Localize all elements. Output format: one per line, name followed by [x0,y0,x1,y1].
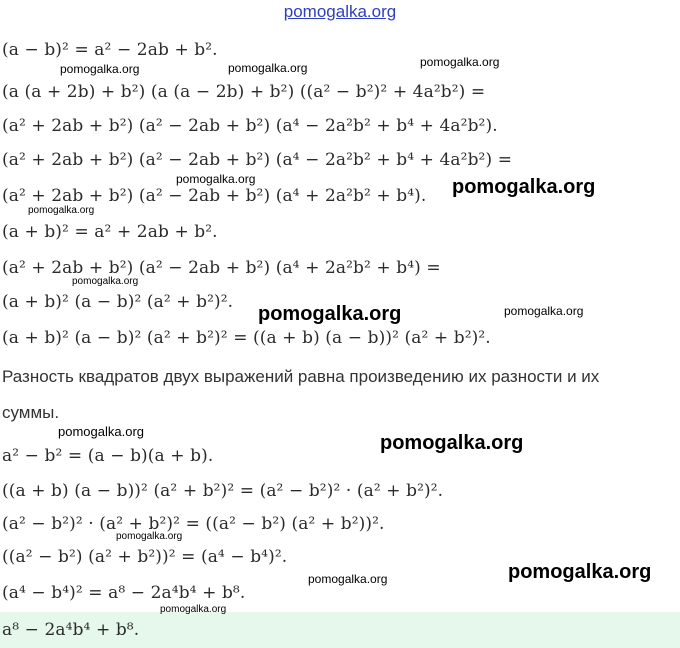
math-step-12: (a² − b²)² · (a² + b²)² = ((a² − b²) (a² + b²))². [2,514,385,534]
answer-text: a⁸ − 2a⁴b⁴ + b⁸. [2,620,140,640]
watermark: pomogalka.org [508,561,652,583]
watermark: pomogalka.org [308,572,388,586]
math-step-13: ((a² − b²) (a² + b²))² = (a⁴ − b⁴)². [2,547,288,567]
math-step-1: (a − b)² = a² − 2ab + b². [2,40,218,60]
watermark: pomogalka.org [58,424,144,439]
answer-box [0,612,680,648]
math-step-8: (a + b)² (a − b)² (a² + b²)². [2,292,234,312]
watermark: pomogalka.org [28,205,95,216]
watermark: pomogalka.org [72,276,139,287]
watermark: pomogalka.org [60,62,140,76]
math-step-10: a² − b² = (a − b)(a + b). [2,446,214,466]
math-step-9: (a + b)² (a − b)² (a² + b²)² = ((a + b) (a − b))² (a² + b²)². [2,328,491,348]
math-step-4: (a² + 2ab + b²) (a² − 2ab + b²) (a⁴ − 2a²b² + b⁴ + 4a²b²) = [2,150,513,170]
math-step-2: (a (a + 2b) + b²) (a (a − 2b) + b²) ((a² − b²)² + 4a²b²) = [2,82,486,102]
watermark: pomogalka.org [380,432,524,454]
site-link[interactable]: pomogalka.org [283,2,397,21]
math-step-7: (a² + 2ab + b²) (a² − 2ab + b²) (a⁴ + 2a²b² + b⁴) = [2,258,441,278]
watermark: pomogalka.org [228,61,308,75]
watermark: pomogalka.org [160,604,227,615]
watermark: pomogalka.org [176,172,256,186]
watermark: pomogalka.org [504,304,584,318]
explanation-line-1: Разность квадратов двух выражений равна произведению их разности и их [2,367,600,386]
watermark: pomogalka.org [420,55,500,69]
math-step-14: (a⁴ − b⁴)² = a⁸ − 2a⁴b⁴ + b⁸. [2,583,246,603]
math-step-6: (a + b)² = a² + 2ab + b². [2,222,218,242]
watermark: pomogalka.org [116,531,183,542]
explanation-line-2: суммы. [2,403,60,422]
watermark: pomogalka.org [452,176,596,198]
math-step-3: (a² + 2ab + b²) (a² − 2ab + b²) (a⁴ − 2a²b² + b⁴ + 4a²b²). [2,116,498,136]
watermark: pomogalka.org [258,303,402,325]
math-step-5: (a² + 2ab + b²) (a² − 2ab + b²) (a⁴ + 2a²b² + b⁴). [2,186,427,206]
math-step-11: ((a + b) (a − b))² (a² + b²)² = (a² − b²)² · (a² + b²)². [2,481,444,501]
